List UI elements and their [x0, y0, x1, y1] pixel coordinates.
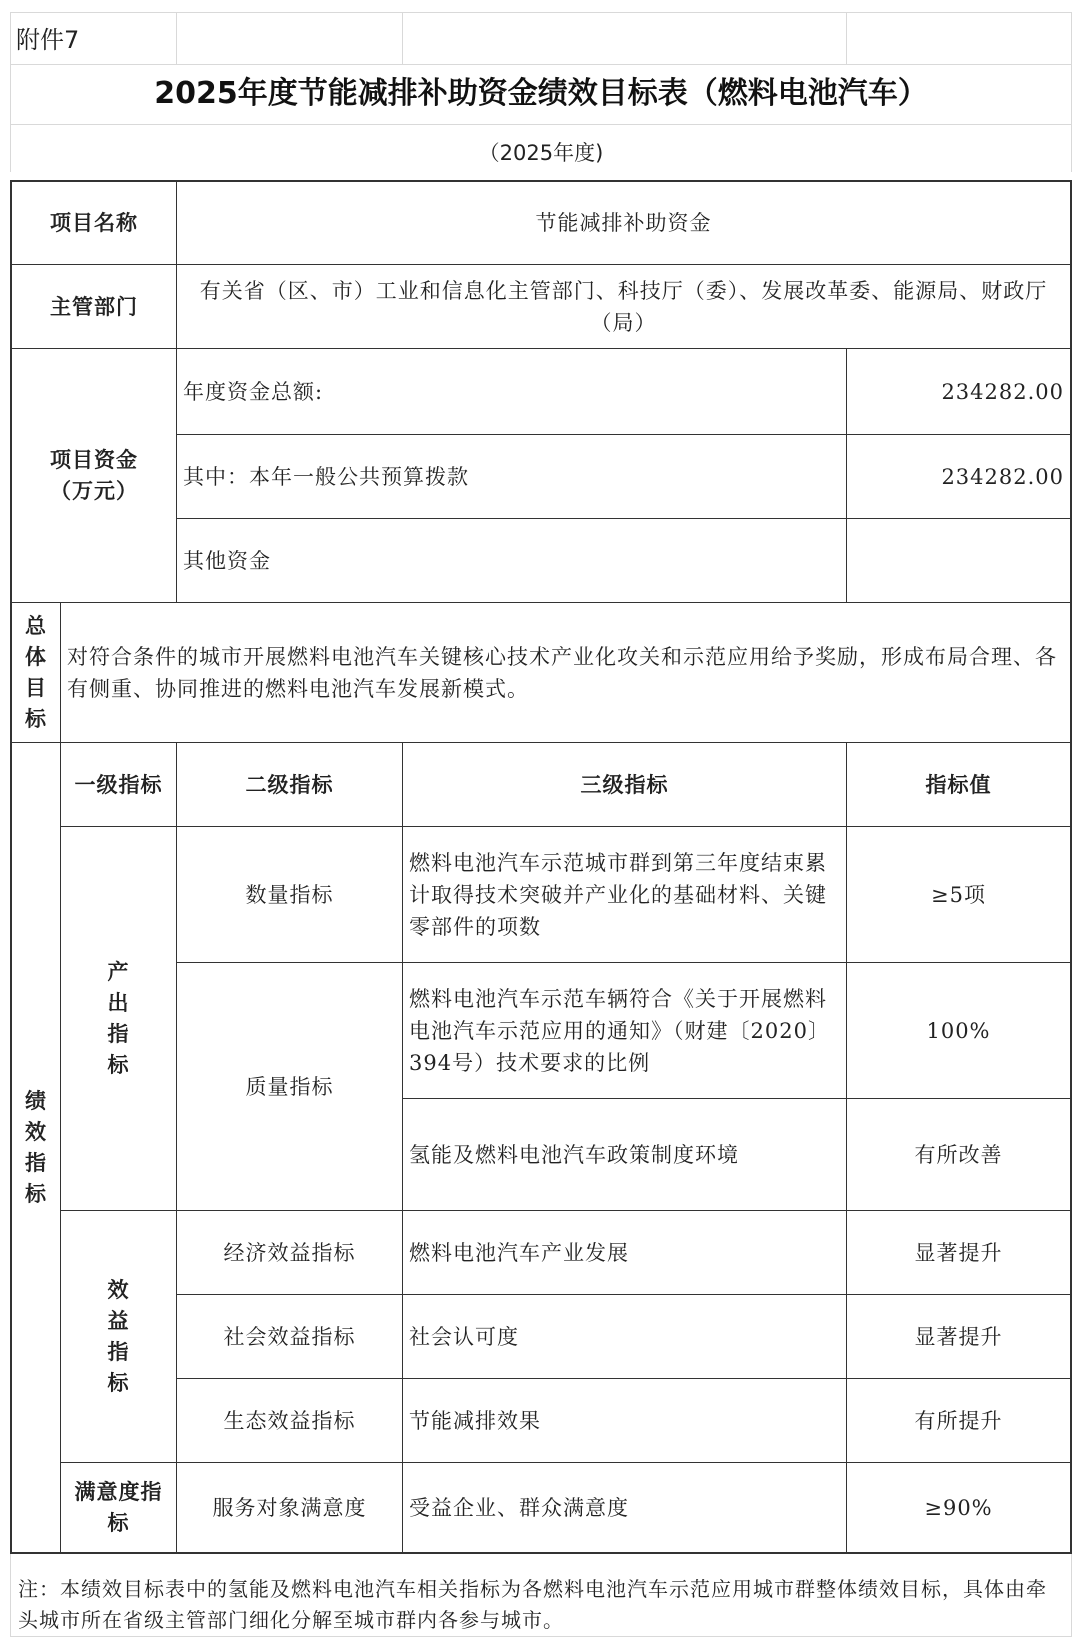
header-divider — [10, 124, 1072, 125]
department-label: 主管部门 — [50, 294, 138, 319]
group-label-char: 益 — [107, 1308, 130, 1333]
indicator-value: ≥5项 — [931, 882, 986, 907]
group-label-char: 标 — [107, 1052, 130, 1077]
department-value: 有关省（区、市）工业和信息化主管部门、科技厅（委）、发展改革委、能源局、财政厅（局） — [199, 278, 1048, 335]
indicator-value: 显著提升 — [914, 1324, 1003, 1349]
group-label-char: 指 — [107, 1021, 130, 1046]
level3-text: 燃料电池汽车示范车辆符合《关于开展燃料电池汽车示范应用的通知》（财建〔2020〕394号）技术要求的比例 — [409, 986, 830, 1075]
goal-label-char: 总 — [25, 613, 47, 638]
group-label-char: 出 — [107, 990, 130, 1015]
level2-social: 社会效益指标 — [223, 1324, 356, 1349]
goal-label-char: 体 — [25, 644, 47, 669]
performance-indicators-label — [12, 743, 60, 1552]
header-col-line — [402, 12, 403, 64]
overall-goal-label — [12, 603, 60, 742]
note-border-left — [10, 1554, 11, 1636]
level2-economic: 经济效益指标 — [223, 1240, 356, 1265]
group-label-line: 标 — [107, 1510, 130, 1535]
funds-total-value: 234282.00 — [941, 379, 1064, 404]
level3-text: 社会认可度 — [409, 1324, 519, 1349]
project-name-label: 项目名称 — [50, 211, 138, 235]
header-level3: 三级指标 — [580, 772, 669, 797]
funds-other-value — [847, 519, 1070, 602]
goal-label-char: 标 — [25, 706, 47, 731]
overall-goal-text: 对符合条件的城市开展燃料电池汽车关键核心技术产业化攻关和示范应用给予奖励，形成布局合理、各有侧重、协同推进的燃料电池汽车发展新模式。 — [67, 644, 1057, 701]
perf-label-char: 绩 — [25, 1088, 47, 1113]
benefit-indicators-label — [61, 1211, 176, 1462]
group-label-char: 产 — [107, 959, 130, 984]
note-border-bottom — [10, 1636, 1072, 1637]
table-border-bottom — [10, 1552, 1072, 1554]
level2-quantity: 数量指标 — [245, 882, 334, 907]
funds-other-label: 其他资金 — [183, 548, 271, 573]
indicator-value: 100% — [926, 1018, 991, 1043]
indicator-value: 有所改善 — [914, 1142, 1003, 1167]
perf-label-char: 指 — [25, 1150, 47, 1175]
goal-label-char: 目 — [25, 675, 47, 700]
header-level2: 二级指标 — [245, 772, 334, 797]
header-border-top — [10, 12, 1072, 13]
level3-text: 氢能及燃料电池汽车政策制度环境 — [409, 1142, 739, 1167]
level3-text: 受益企业、群众满意度 — [409, 1495, 629, 1520]
document-title: 2025年度节能减排补助资金绩效目标表（燃料电池汽车） — [154, 76, 928, 111]
header-value: 指标值 — [925, 772, 992, 797]
level3-text: 节能减排效果 — [409, 1408, 541, 1433]
level2-ecological: 生态效益指标 — [223, 1408, 356, 1433]
level3-text: 燃料电池汽车产业发展 — [409, 1240, 629, 1265]
level2-quality: 质量指标 — [245, 1074, 334, 1099]
project-name-value: 节能减排补助资金 — [535, 211, 712, 235]
funds-budget-value: 234282.00 — [941, 464, 1064, 489]
document-subtitle: （2025年度) — [478, 141, 604, 165]
header-level1: 一级指标 — [74, 772, 163, 797]
funds-label-line2: （万元） — [50, 478, 138, 503]
attachment-label: 附件7 — [16, 26, 80, 54]
satisfaction-indicators-label — [61, 1463, 176, 1552]
perf-label-char: 标 — [25, 1181, 47, 1206]
group-label-char: 指 — [107, 1339, 130, 1364]
indicator-value: 显著提升 — [914, 1240, 1003, 1265]
funds-label-line1: 项目资金 — [50, 447, 138, 472]
funds-budget-label: 其中：本年一般公共预算拨款 — [183, 464, 469, 489]
group-label-line: 满意度指 — [74, 1479, 163, 1504]
output-indicators-label — [61, 827, 176, 1210]
group-label-char: 效 — [107, 1277, 130, 1302]
note-border-right — [1071, 1554, 1072, 1636]
header-divider — [10, 64, 1072, 65]
funds-total-label: 年度资金总额: — [183, 379, 324, 404]
level2-service-satisfaction: 服务对象满意度 — [212, 1495, 367, 1520]
table-border-right — [1070, 180, 1072, 1554]
indicator-value: 有所提升 — [914, 1408, 1003, 1433]
group-label-char: 标 — [107, 1370, 130, 1395]
header-col-line — [176, 12, 177, 64]
perf-label-char: 效 — [25, 1119, 47, 1144]
footnote: 注：本绩效目标表中的氢能及燃料电池汽车相关指标为各燃料电池汽车示范应用城市群整体绩效目标，具体由牵头城市所在省级主管部门细化分解至城市群内各参与城市。 — [18, 1577, 1047, 1632]
header-col-line — [846, 12, 847, 64]
level3-text: 燃料电池汽车示范城市群到第三年度结束累计取得技术突破并产业化的基础材料、关键零部件的项数 — [409, 850, 827, 939]
indicator-value: ≥90% — [924, 1495, 993, 1520]
funds-label — [12, 349, 176, 602]
